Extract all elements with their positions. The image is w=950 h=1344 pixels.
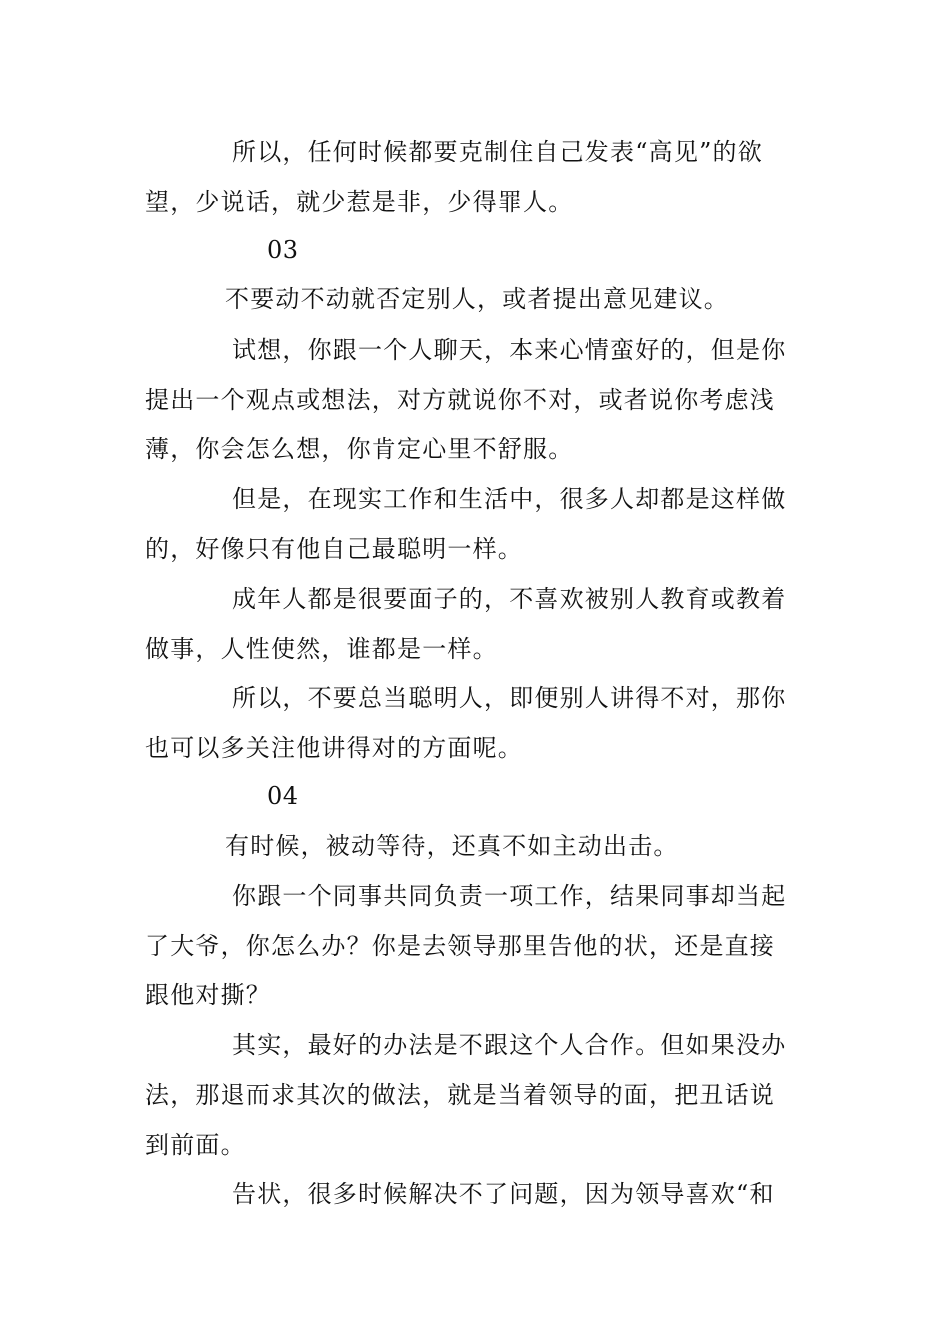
paragraph-line: 也可以多关注他讲得对的方面呢。 bbox=[145, 734, 523, 762]
paragraph-line: 试想，你跟一个人聊天，本来心情蛮好的，但是你 bbox=[232, 336, 787, 364]
paragraph-line: 薄，你会怎么想，你肯定心里不舒服。 bbox=[145, 435, 574, 463]
paragraph-line: 提出一个观点或想法，对方就说你不对，或者说你考虑浅 bbox=[145, 386, 775, 414]
paragraph-line: 的，好像只有他自己最聪明一样。 bbox=[145, 535, 523, 563]
paragraph-line: 了大爷，你怎么办？你是去领导那里告他的状，还是直接 bbox=[145, 932, 775, 960]
section-lead: 有时候，被动等待，还真不如主动出击。 bbox=[225, 832, 679, 860]
paragraph-line: 其实，最好的办法是不跟这个人合作。但如果没办 bbox=[232, 1031, 787, 1059]
section-number: 03 bbox=[267, 236, 299, 264]
paragraph-line: 做事，人性使然，谁都是一样。 bbox=[145, 635, 498, 663]
paragraph-line: 你跟一个同事共同负责一项工作，结果同事却当起 bbox=[232, 882, 787, 910]
paragraph-line: 跟他对撕？ bbox=[145, 981, 271, 1009]
paragraph-line: 告状，很多时候解决不了问题，因为领导喜欢“和 bbox=[232, 1180, 775, 1208]
section-number: 04 bbox=[267, 782, 299, 810]
paragraph-line: 但是，在现实工作和生活中，很多人却都是这样做 bbox=[232, 485, 787, 513]
paragraph-line: 成年人都是很要面子的，不喜欢被别人教育或教着 bbox=[232, 585, 787, 613]
paragraph-line: 所以，任何时候都要克制住自己发表“高见”的欲 bbox=[232, 138, 763, 166]
paragraph-line: 到前面。 bbox=[145, 1131, 246, 1159]
section-lead: 不要动不动就否定别人，或者提出意见建议。 bbox=[225, 285, 729, 313]
paragraph-line: 望，少说话，就少惹是非，少得罪人。 bbox=[145, 188, 574, 216]
paragraph-line: 所以，不要总当聪明人，即便别人讲得不对，那你 bbox=[232, 684, 787, 712]
paragraph-line: 法，那退而求其次的做法，就是当着领导的面，把丑话说 bbox=[145, 1081, 775, 1109]
